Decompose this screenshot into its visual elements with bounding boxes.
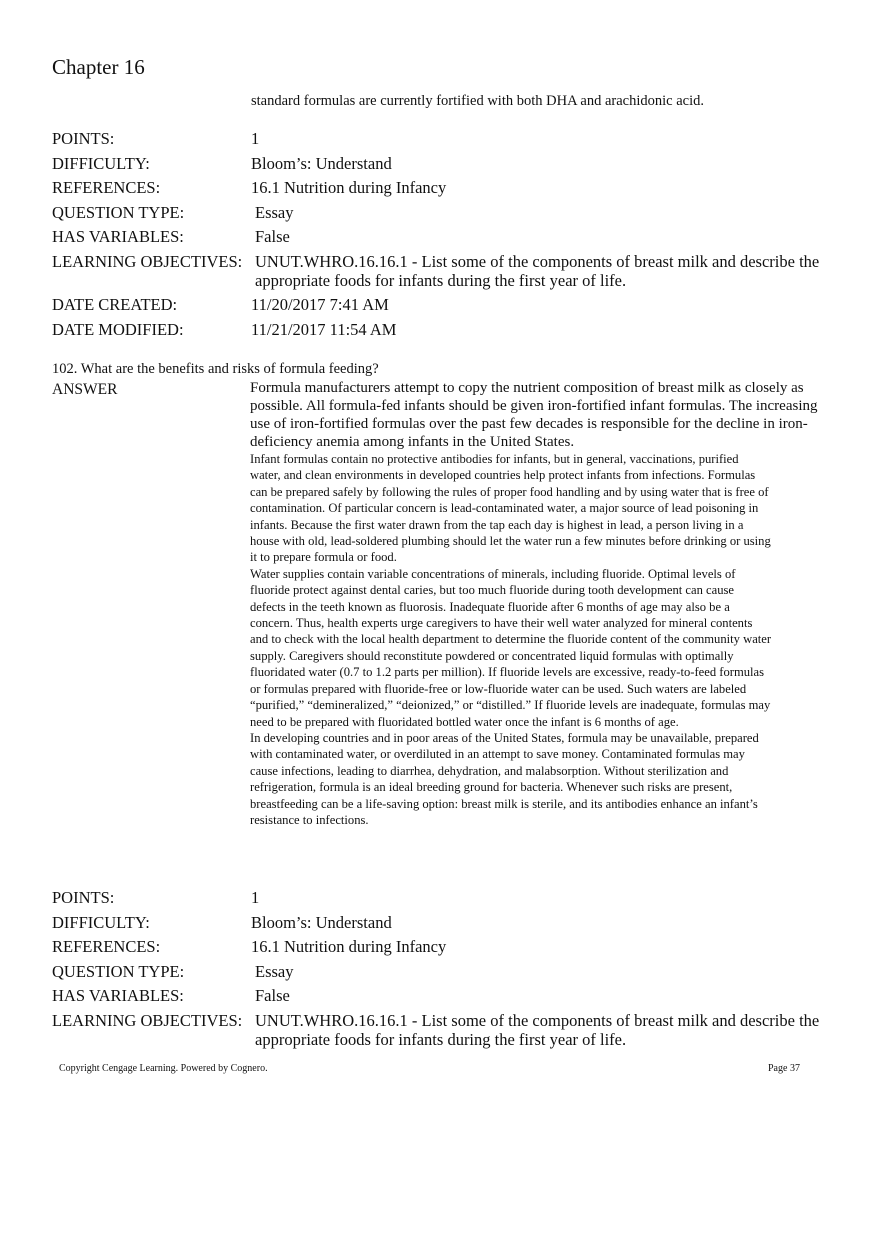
meta-value: UNUT.WHRO.16.16.1 - List some of the components of breast milk and describe the appropriate foods for infants during the first year of life.: [255, 251, 820, 290]
answer-paragraph: Water supplies contain variable concentrations of minerals, including fluoride. Optimal levels of fluoride protect against dental caries, but too much fluoride during tooth development can cause defects in the teeth known as fluorosis. Inadequate fluoride after 6 months of age may also be a concern. Thus, health experts urge caregivers to have their well water analyzed for mineral contents and to check with the local health department to determine the fluoride content of the community water supply. Caregivers should reconstitute powdered or concentrated liquid formulas with optimally fluoridated water (0.7 to 1.2 parts per million). If fluoride levels are excessive, ready-to-feed formulas or formulas prepared with fluoride-free or low-fluoride water can be used. Such waters are labeled “purified,” “demineralized,” “deionized,” or “distilled.” If fluoride levels are inadequate, formulas may need to be prepared with fluoridated bottled water once the infant is 6 months of age.: [250, 566, 772, 729]
question-metadata-block-1: [52, 129, 832, 344]
chapter-heading: Chapter 16: [52, 55, 145, 79]
meta-row-difficulty: [52, 913, 832, 932]
meta-label: DATE CREATED:: [52, 295, 178, 314]
meta-row-date-modified: [52, 320, 832, 339]
meta-label: DIFFICULTY:: [52, 153, 150, 173]
footer-copyright: Copyright Cengage Learning. Powered by Cognero.: [59, 1063, 268, 1074]
meta-row-question-type: [52, 962, 832, 981]
meta-value: Bloom’s: Understand: [251, 912, 392, 932]
meta-value: 1: [251, 888, 260, 907]
meta-label: REFERENCES:: [52, 937, 161, 956]
meta-row-points: [52, 129, 832, 148]
meta-value: 1: [251, 129, 260, 148]
meta-label: REFERENCES:: [52, 178, 161, 197]
meta-row-question-type: [52, 203, 832, 222]
meta-row-has-variables: [52, 227, 832, 246]
meta-row-has-variables: [52, 986, 832, 1005]
answer-body: [250, 379, 820, 828]
meta-label: POINTS:: [52, 129, 115, 148]
meta-row-references: [52, 178, 832, 197]
answer-label: ANSWER: [52, 381, 118, 398]
meta-value: Essay: [255, 961, 294, 981]
meta-label: HAS VARIABLES:: [52, 227, 184, 246]
meta-label: QUESTION TYPE:: [52, 202, 185, 222]
footer-page-number: Page 37: [768, 1063, 800, 1074]
meta-value: 11/20/2017 7:41 AM: [251, 295, 389, 314]
meta-value: False: [255, 227, 290, 246]
meta-row-difficulty: [52, 154, 832, 173]
meta-label: HAS VARIABLES:: [52, 986, 184, 1005]
meta-label: POINTS:: [52, 888, 115, 907]
meta-value: 16.1 Nutrition during Infancy: [251, 937, 447, 956]
meta-row-learning-objectives: [52, 252, 832, 290]
meta-label: DATE MODIFIED:: [52, 319, 184, 339]
answer-paragraph: Infant formulas contain no protective antibodies for infants, but in general, vaccinations, purified water, and clean environments in developed countries help protect infants from infections. Formulas can be prepared safely by following the rules of proper food handling and by using water that is free of contamination. Of particular concern is lead-contaminated water, a major source of lead poisoning in infants. Because the first water drawn from the tap each day is highest in lead, a person living in a house with old, lead-soldered plumbing should let the water run a few minutes before drinking or using it to prepare formula or food.: [250, 452, 771, 565]
meta-label: LEARNING OBJECTIVES:: [52, 251, 243, 271]
meta-row-learning-objectives: [52, 1011, 832, 1049]
meta-value: 16.1 Nutrition during Infancy: [251, 178, 447, 197]
continued-answer-text: standard formulas are currently fortified with both DHA and arachidonic acid.: [251, 93, 704, 109]
meta-label: QUESTION TYPE:: [52, 961, 185, 981]
meta-row-date-created: [52, 295, 832, 314]
meta-value: False: [255, 986, 290, 1005]
meta-label: LEARNING OBJECTIVES:: [52, 1010, 243, 1030]
answer-paragraph: In developing countries and in poor areas of the United States, formula may be unavailable, prepared with contaminated water, or overdiluted in an attempt to save money. Contaminated formulas may cause infections, leading to diarrhea, dehydration, and malabsorption. Without sterilization and refrigeration, formula is an ideal breeding ground for bacteria. Whenever such risks are present, breastfeeding can be a life-saving option: breast milk is sterile, and its antibodies enhance an infant’s resistance to infections.: [250, 730, 759, 827]
meta-row-references: [52, 937, 832, 956]
meta-label: DIFFICULTY:: [52, 912, 150, 932]
meta-value: Essay: [255, 202, 294, 222]
question-text: 102. What are the benefits and risks of formula feeding?: [52, 361, 379, 377]
meta-value: 11/21/2017 11:54 AM: [251, 319, 397, 339]
meta-row-points: [52, 888, 832, 907]
answer-lead-paragraph: Formula manufacturers attempt to copy the nutrient composition of breast milk as closely as possible. All formula-fed infants should be given iron-fortified infant formulas. The increasing use of iron-fortified formulas over the past few decades is responsible for the decline in iron-deficiency anemia among infants in the United States.: [250, 380, 818, 450]
question-metadata-block-2: [52, 888, 832, 1054]
meta-value: UNUT.WHRO.16.16.1 - List some of the components of breast milk and describe the appropriate foods for infants during the first year of life.: [255, 1010, 820, 1049]
meta-value: Bloom’s: Understand: [251, 153, 392, 173]
